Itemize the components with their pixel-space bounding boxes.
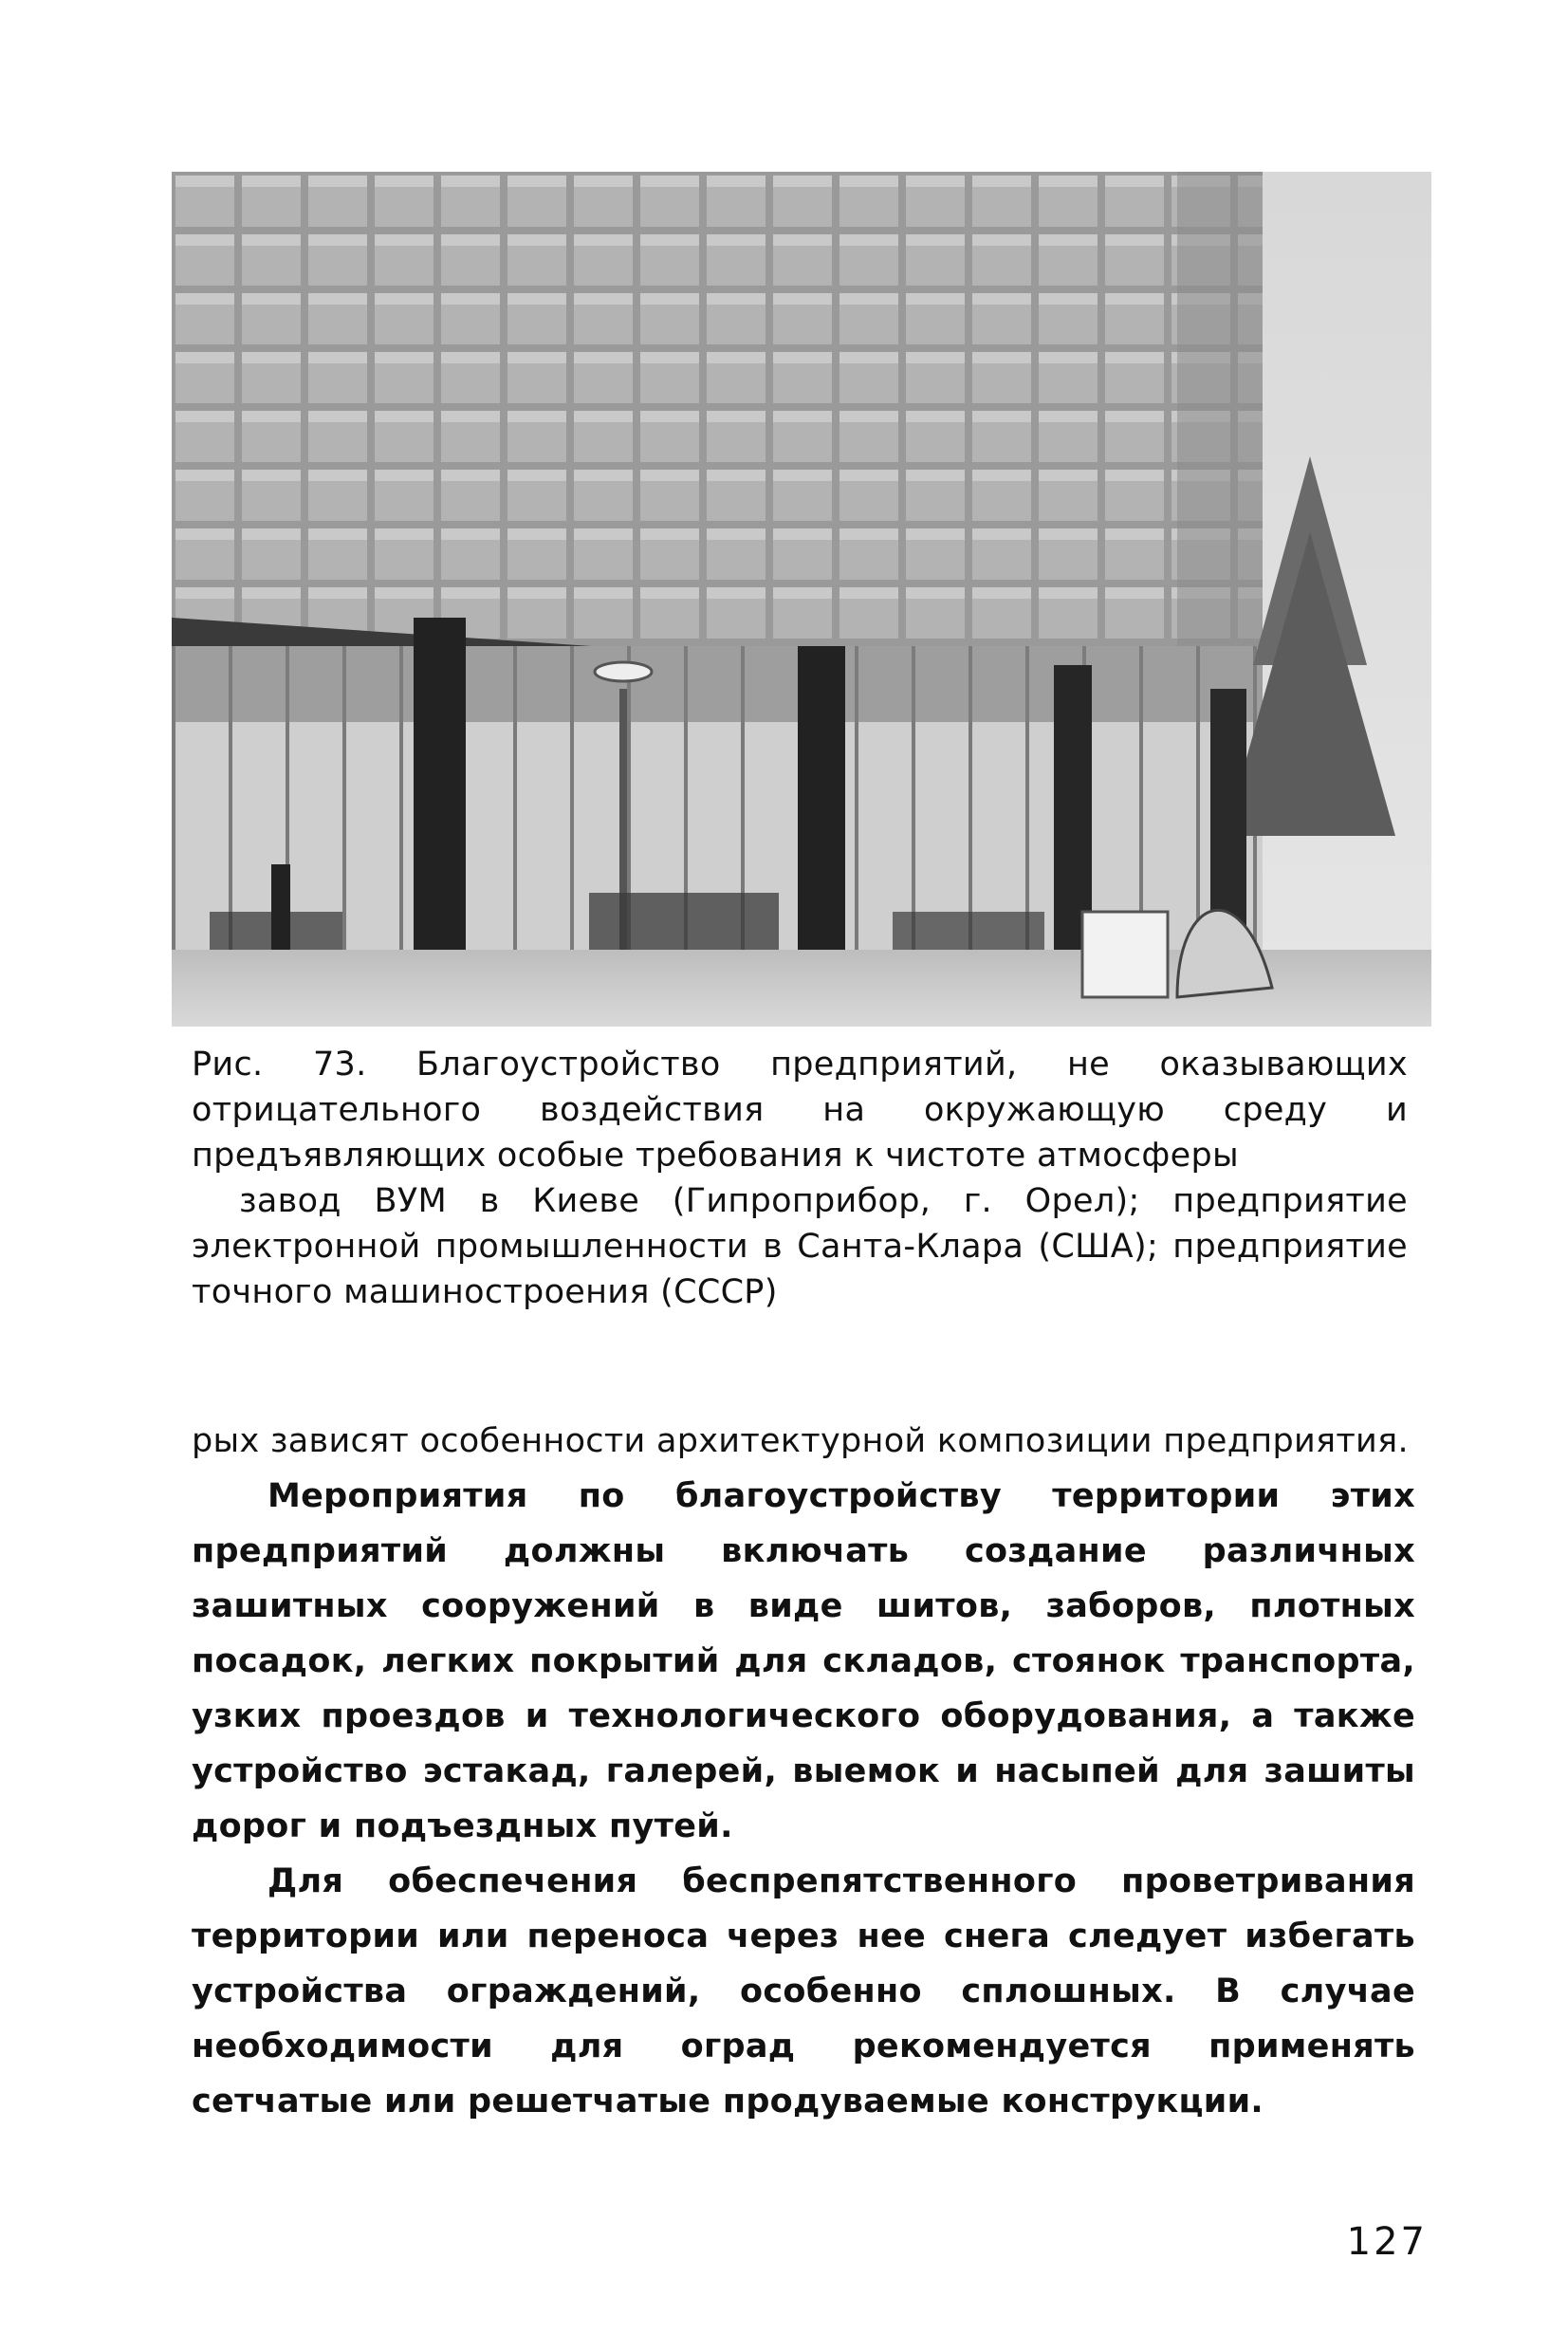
paragraph-continuation: рых зависят особенности архитектурной композиции предприятия. [192,1422,1409,1460]
paragraph: Мероприятия по благоустройству территории этих предприятий должны включать создание различных зашитных сооружений в виде шитов, заборов, плотных посадок, легких покрытий для складов, стоянок транспорта, узких проездов и технологического оборудования, а также устройство эстакад, галерей, выемок и насыпей для зашиты дорог и подъездных путей. [192,1477,1415,1845]
page-number: 127 [1346,2220,1428,2264]
paragraph: Для обеспечения беспрепятственного проветривания территории или переноса через нее снега следует избегать устройства ограждений, особенно сплошных. В случае необходимости для оград рекомендуется применять сетчатые или решетчатые продуваемые конструкции. [192,1862,1415,2121]
figure-photo [172,172,1431,1027]
main-text [192,1414,1415,2129]
caption-body: завод ВУМ в Киеве (Гипроприбор, г. Орел); предприятие электронной промышленности в Санта-Клара (США); предприятие точного машиностроения (СССР) [192,1182,1408,1311]
building-photo-icon [172,172,1431,1027]
figure-caption [192,1042,1408,1315]
caption-title: Рис. 73. Благоустройство предприятий, не оказывающих отрицательного воздействия на окружающую среду и предъявляющих особые требования к чистоте атмосферы [192,1046,1408,1175]
